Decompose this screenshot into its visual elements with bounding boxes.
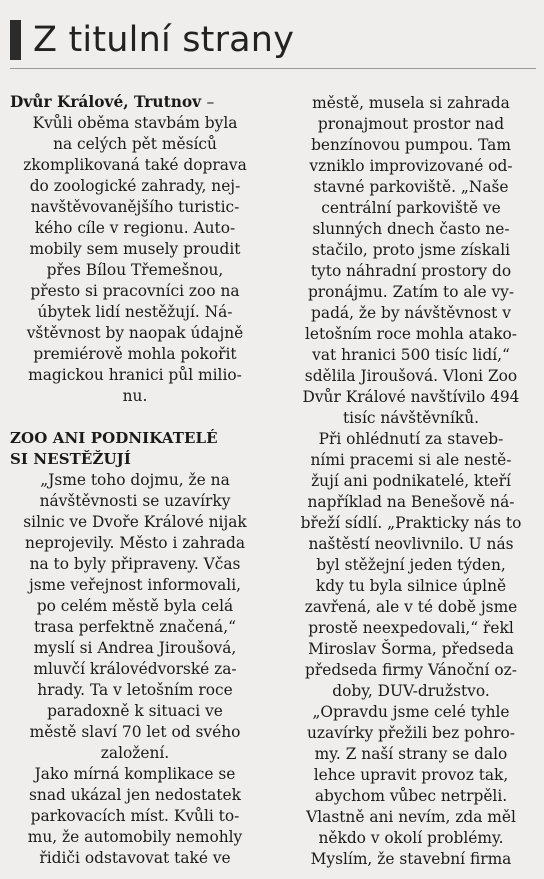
dateline-place: Dvůr Králové, Trutnov <box>10 93 207 111</box>
text-line: mluvčí královédvorské za- <box>33 660 237 678</box>
text-line: navštěvovanějšího turistic- <box>30 198 240 216</box>
text-line: ními pracemi si ale nestě- <box>310 451 512 469</box>
text-line: „Jsme toho dojmu, že na <box>40 471 230 489</box>
text-line: zavřená, ale v té době jsme <box>304 598 518 616</box>
text-line: sdělila Jiroušová. Vloni Zoo <box>304 367 518 385</box>
text-line: trasa perfektně značená,“ <box>33 618 236 636</box>
text-line: po celém městě byla celá <box>36 597 234 615</box>
section-title: Z titulní strany <box>33 20 295 60</box>
text-line: Při ohlédnutí za staveb- <box>318 430 504 448</box>
text-line: Vlastně ani nevím, zda měl <box>306 808 516 826</box>
text-line: městě slaví 70 let od svého <box>29 723 241 741</box>
text-line: letošním roce mohla atako- <box>304 325 518 343</box>
subheading-line: SI NESTĚŽUJÍ <box>10 450 131 468</box>
text-line: na to byly připraveny. Včas <box>29 555 241 573</box>
text-line: doby, DUV-družstvo. <box>332 682 490 700</box>
text-line: Miroslav Šorma, předseda <box>308 640 514 658</box>
text-line: mobily sem musely proudit <box>29 240 241 258</box>
text-line: hrady. Ta v letošním roce <box>37 681 233 699</box>
text-line: padá, že by návštěvnost v <box>311 304 511 322</box>
text-line: lehce upravit provoz tak, <box>313 766 509 784</box>
text-line: mu, že automobily nemohly <box>27 828 243 846</box>
text-line: městě, musela si zahrada <box>312 94 510 112</box>
text-line: návštěvnosti se uzavírky <box>39 492 231 510</box>
text-line: prostě neexpedovali,“ řekl <box>308 619 514 637</box>
text-line: pronajmout prostor nad <box>317 115 505 133</box>
text-line: paradoxně k situaci ve <box>47 702 223 720</box>
text-line: silnic ve Dvoře Králové nijak <box>23 513 247 531</box>
text-line: neprojevily. Město i zahrada <box>24 534 246 552</box>
text-line: řidiči odstavovat také ve <box>39 849 231 867</box>
text-line: parkovacích míst. Kvůli to- <box>30 807 240 825</box>
text-line: uzavírky přežili bez pohro- <box>307 724 515 742</box>
article-column-right <box>284 93 538 870</box>
text-line: žují ani podnikatelé, kteří <box>311 472 511 490</box>
text-line: úbytek lidí nestěžují. Ná- <box>37 303 233 321</box>
text-line: naštěstí neovlivnilo. U nás <box>308 535 514 553</box>
text-line: tyto náhradní prostory do <box>310 262 512 280</box>
paragraph-gap <box>10 407 260 428</box>
text-line: centrální parkoviště ve <box>321 199 501 217</box>
dateline: Dvůr Králové, Trutnov – <box>10 93 215 111</box>
text-line: na celých pět měsíců <box>53 135 217 153</box>
text-line: jsme veřejnost informovali, <box>28 576 242 594</box>
text-line: stavné parkoviště. „Naše <box>313 178 509 196</box>
text-line: přes Bílou Třemešnou, <box>46 261 224 279</box>
article-column-left <box>10 92 260 869</box>
text-line: kdy tu byla silnice úplně <box>315 577 507 595</box>
text-line: myslí si Andrea Jiroušová, <box>33 639 237 657</box>
header-divider <box>10 68 536 69</box>
text-line: Jako mírná komplikace se <box>34 765 236 783</box>
text-line: vštěvnost by naopak údajně <box>26 324 244 342</box>
text-line: břeží sídlí. „Prakticky nás to <box>300 514 522 532</box>
text-line: magickou hranici půl milio- <box>28 366 242 384</box>
text-line: snad ukázal jen nedostatek <box>29 786 241 804</box>
text-line: my. Z naší strany se dalo <box>314 745 508 763</box>
text-line: vzniklo improvizované od- <box>309 157 513 175</box>
subheading-line: ZOO ANI PODNIKATELÉ <box>10 429 218 447</box>
text-line: „Opravdu jsme celé tyhle <box>312 703 510 721</box>
section-bar-mark <box>10 20 21 60</box>
text-line: zkomplikovaná také doprava <box>23 156 247 174</box>
text-line: byl stěžejní jeden týden, <box>316 556 506 574</box>
text-line: Kvůli oběma stavbám byla <box>32 114 238 132</box>
text-line: pronájmu. Zatím to ale vy- <box>307 283 515 301</box>
text-line: například na Benešově ná- <box>307 493 515 511</box>
text-line: přesto si pracovníci zoo na <box>30 282 240 300</box>
text-line: benzínovou pumpou. Tam <box>311 136 511 154</box>
text-line: stačilo, proto jsme získali <box>311 241 511 259</box>
section-header <box>0 14 544 66</box>
text-line: premiérově mohla pokořit <box>33 345 237 363</box>
text-line: nu. <box>122 387 148 405</box>
text-line: do zoologické zahrady, nej- <box>29 177 241 195</box>
text-line: tisíc návštěvníků. <box>342 409 480 427</box>
text-line: Myslím, že stavební firma <box>310 850 512 868</box>
text-line: kého cíle v regionu. Auto- <box>34 219 236 237</box>
text-line: založení. <box>100 744 170 762</box>
text-line: Dvůr Králové navštívilo 494 <box>302 388 520 406</box>
text-line: abychom vůbec netrpěli. <box>314 787 508 805</box>
text-line: vat hranici 500 tisíc lidí,“ <box>312 346 510 364</box>
text-line: předseda firmy Vánoční oz- <box>305 661 517 679</box>
text-line: někdo v okolí problémy. <box>318 829 504 847</box>
text-line: slunných dnech často ne- <box>312 220 510 238</box>
